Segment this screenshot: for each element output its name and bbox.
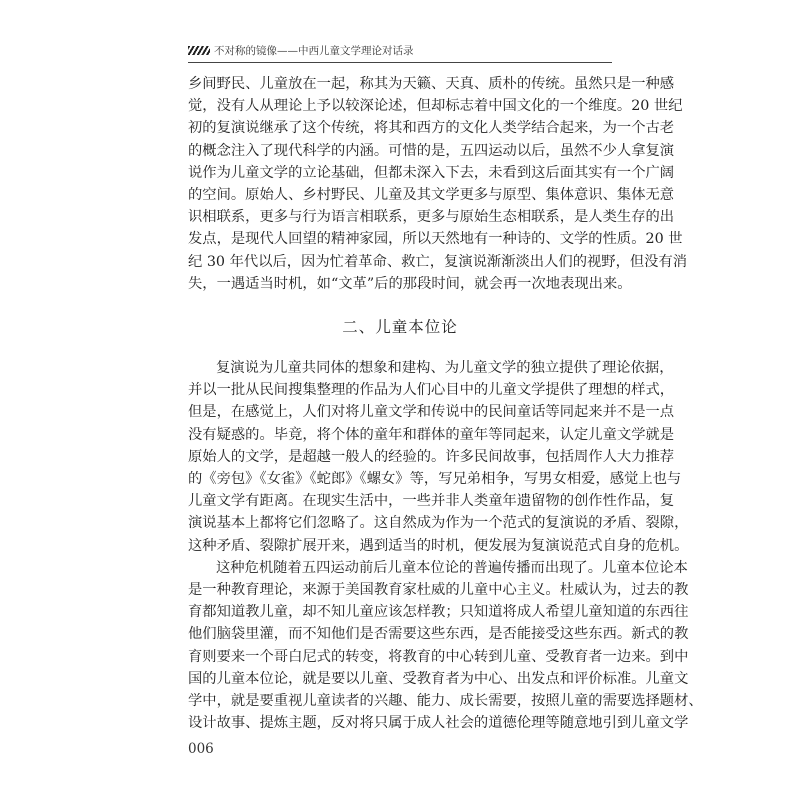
text-line: 发点，是现代人回望的精神家园，所以天然地有一种诗的、文学的性质。20 世: [188, 231, 683, 248]
text-line: 这种危机随着五四运动前后儿童本位论的普遍传播而出现了。儿童本位论本: [216, 559, 688, 576]
text-line: 育则要来一个哥白尼式的转变，将教育的中心转到儿童、受教育者一边来。到中: [188, 648, 689, 665]
text-line: 纪 30 年代以后，因为忙着革命、救亡，复演说渐渐淡出人们的视野，但没有消: [188, 253, 688, 270]
header-rule: [188, 62, 612, 63]
body-text: [188, 73, 703, 734]
text-line: 育都知道教儿童，却不知儿童应该怎样教；只知道将成人希望儿童知道的东西往: [188, 604, 689, 621]
paragraph-1: [188, 357, 689, 557]
text-line: 的空间。原始人、乡村野民、儿童及其文学更多与原型、集体意识、集体无意: [188, 187, 675, 204]
text-line: 识相联系，更多与行为语言相联系，更多与原始生态相联系，是人类生存的出: [188, 209, 675, 226]
text-line: 的《旁包》《女雀》《蛇郎》《螺女》等，写兄弟相争，写男女相爱，感觉上也与: [188, 471, 682, 488]
text-line: 说作为儿童文学的立论基础，但都未深入下去，未看到这后面其实有一个广阔: [188, 164, 675, 181]
text-line: 儿童文学有距离。在现实生活中，一些并非人类童年遗留物的创作性作品，复: [188, 493, 675, 510]
text-line: 失，一遇适当时机，如“文革”后的那段时间，就会再一次地表现出来。: [188, 275, 632, 292]
text-line: 学中，就是要重视儿童读者的兴趣、能力、成长需要，按照儿童的需要选择题材、: [188, 693, 703, 710]
text-line: 的概念注入了现代科学的内涵。可惜的是，五四运动以后，虽然不少人拿复演: [188, 142, 675, 159]
text-line: 初的复演说继承了这个传统，将其和西方的文化人类学结合起来，为一个古老: [188, 120, 675, 137]
text-line: 乡间野民、儿童放在一起，称其为天籁、天真、质朴的传统。虽然只是一种感: [188, 76, 675, 92]
page-number: 006: [188, 741, 214, 757]
text-line: 复演说为儿童共同体的想象和建构、为儿童文学的独立提供了理论依据，: [216, 360, 674, 377]
text-line: 是一种教育理论，来源于美国教育家杜威的儿童中心主义。杜威认为，过去的教: [188, 582, 689, 599]
text-line: 设计故事、提炼主题，反对将只属于成人社会的道德伦理等随意地引到儿童文学: [188, 715, 689, 732]
text-line: 国的儿童本位论，就是要以儿童、受教育者为中心、出发点和评价标准。儿童文: [188, 670, 689, 687]
paragraph-2: [188, 557, 703, 735]
text-line: 觉，没有人从理论上予以较深论述，但却标志着中国文化的一个维度。20 世纪: [188, 98, 683, 115]
text-line: 演说基本上都将它们忽略了。这自然成为作为一个范式的复演说的矛盾、裂隙，: [188, 515, 689, 532]
running-header: [188, 43, 414, 58]
text-line: 他们脑袋里灌，而不知他们是否需要这些东西，是否能接受这些东西。新式的教: [188, 626, 689, 643]
header-title: 不对称的镜像——中西儿童文学理论对话录: [214, 45, 414, 57]
section-heading: 二、儿童本位论: [342, 318, 458, 337]
text-line: 这种矛盾、裂隙扩展开来，遇到适当的时机，便发展为复演说范式自身的危机。: [188, 537, 689, 554]
text-line: 并以一批从民间搜集整理的作品为人们心目中的儿童文学提供了理想的样式，: [188, 382, 675, 399]
text-line: 原始人的文学，是超越一般人的经验的。许多民间故事，包括周作人大力推荐: [188, 448, 675, 465]
text-line: 但是，在感觉上，人们对将儿童文学和传说中的民间童话等同起来并不是一点: [188, 404, 675, 421]
text-line: 没有疑惑的。毕竟，将个体的童年和群体的童年等同起来，认定儿童文学就是: [188, 426, 675, 443]
intro-paragraph: [188, 73, 688, 295]
header-stripes-icon: [188, 46, 210, 55]
